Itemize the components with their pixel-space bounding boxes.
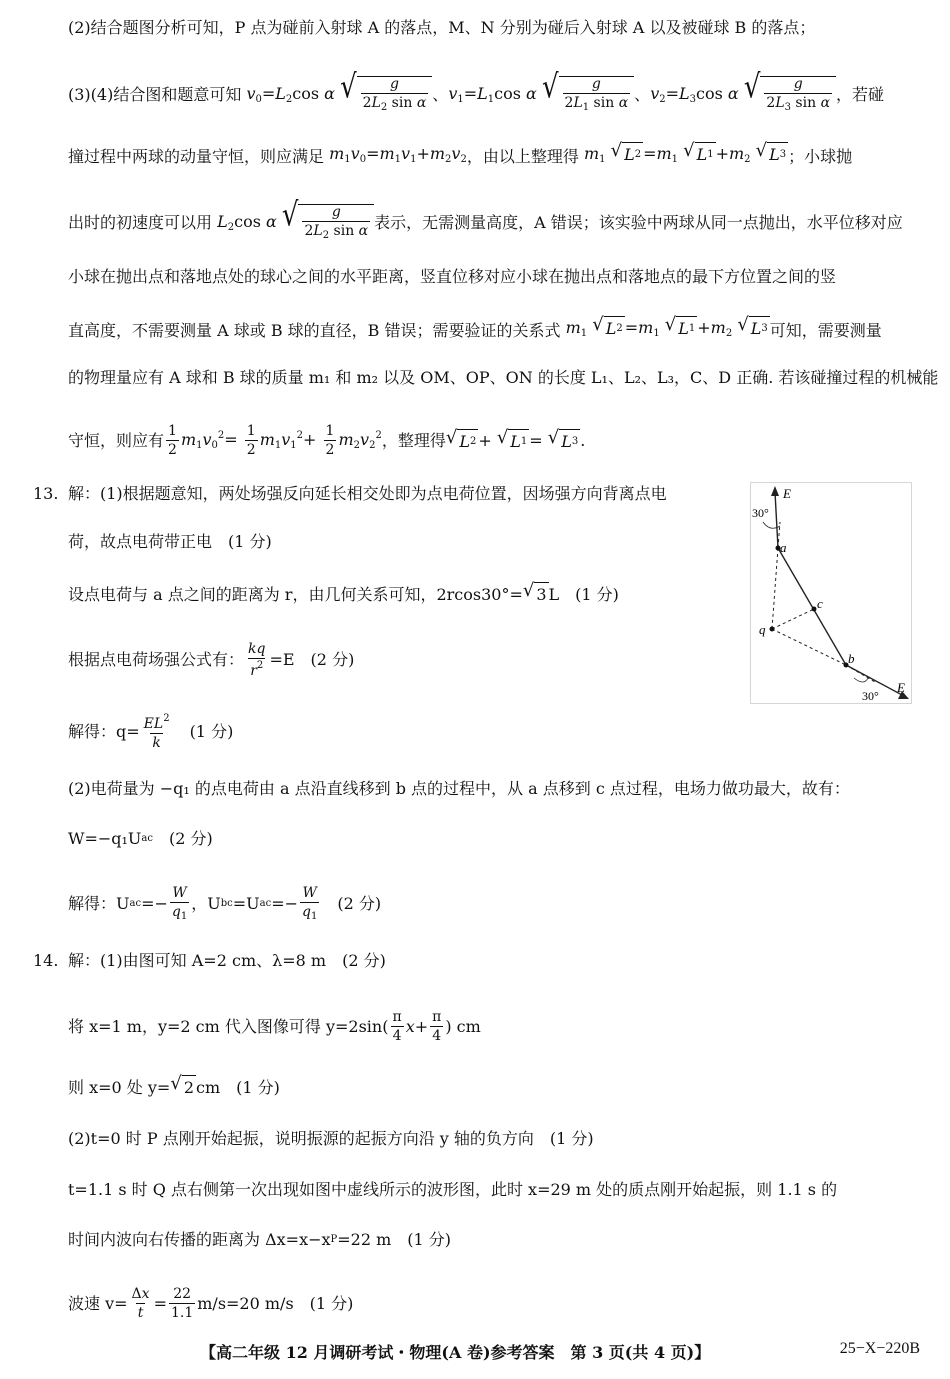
label-a: a [780,540,787,555]
q13-line4: 根据点电荷场强公式有： $\frac{kq}{r^2}$ =E (2 分) [68,641,355,679]
q13-line5: 解得：q= $\frac{EL^2}{k}$ (1 分) [68,713,234,751]
q13-line3: 设点电荷与 a 点之间的距离为 r，由几何关系可知，2rcos30°= √ 3 L (1 分) [68,582,619,607]
q13-line2: 荷，故点电荷带正电 (1 分) [68,532,272,551]
angle-arc-bottom [854,678,868,682]
formula-relation-2: $m_1$ √ L 2 $=m_1$ √ L 1 $+m_2$ √ L 3 [565,314,768,339]
formula-v1: $v_1=L_1\cos$ α √ $\frac{g}{2L_1 \sin \alpha}$ [448,76,634,113]
q14-line4: (2)t=0 时 P 点刚开始起振，说明振源的起振方向沿 y 轴的负方向 (1 分) [68,1129,594,1148]
formula-relation: $m_1$ √ L 2 $=m_1$ √ L 1 $+m_2$ √ L 3 [583,140,787,165]
label-angle-top: 30° [752,506,769,520]
para-p3-line6: 的物理量应有 A 球和 B 球的质量 m₁ 和 m₂ 以及 OM、OP、ON 的长度 L₁、L₂、L₃，C、D 正确. 若该碰撞过程的机械能 [68,368,939,387]
formula-energy: $\frac{1}{2}$ $m_1v_0^2=$ $\frac{1}{2}$ $m_1v_1^2+$ $\frac{1}{2}$ $m_2v_2^2$ [168,423,382,458]
sqrt2: √ 2 [170,1075,196,1100]
q14-line3: 则 x=0 处 y= √ 2 cm (1 分) [68,1075,280,1100]
para-p3-line4: 小球在抛出点和落地点处的球心之间的水平距离，竖直位移对应小球在抛出点和落地点的最下方位置之间的竖 [68,267,837,286]
para-p3-line2: 撞过程中两球的动量守恒，则应满足 $m_1v_0=m_1v_1+m_2v_2$ ，由以上整理得 $m_1$ √ L 2 $=m_1$ √ L 1 $+m_2$ √ L 3 ；小球抛 [68,142,852,172]
line-ab [778,548,846,665]
formula-v2: $v_2=L_3\cos$ α √ $\frac{g}{2L_3 \sin \alpha}$ [650,76,836,113]
footer-code: 25−X−220B [839,1340,920,1357]
formula-v0: $v_0=L_2\cos$ α √ $\frac{g}{2L_2 \sin \alpha}$ [241,76,432,113]
q13-line6: (2)电荷量为 −q₁ 的点电荷由 a 点沿直线移到 b 点的过程中，从 a 点移到 c 点过程，电场力做功最大，故有： [68,779,850,798]
label-q: q [759,622,766,637]
dash-qc [772,609,814,629]
formula-W-q1-a: $\frac{W}{q_1}$ [171,885,188,922]
label-b: b [848,651,855,666]
para-p3-line3: 出时的初速度可以用 $L_2\cos$ α √ $\frac{g}{2L_2 \sin \alpha}$ 表示，无需测量高度，A 错误；该实验中两球从同一点抛出，水平位移对应 [68,196,903,241]
arrow-top [771,486,779,496]
q14-line6: 时间内波向右传播的距离为 Δx=x−x P =22 m (1 分) [68,1230,452,1249]
page-footer [200,1340,920,1363]
point-c [812,607,817,612]
p2-text: (2)结合题图分析可知，P 点为碰前入射球 A 的落点，M、N 分别为碰后入射球 A 以及被碰球 B 的落点； [68,18,816,37]
formula-q: $\frac{EL^2}{k}$ [143,713,170,751]
label-c: c [817,596,823,611]
q13-field-diagram [750,482,912,704]
q14-line2: 将 x=1 m，y=2 cm 代入图像可得 y=2sin( $\frac{\pi}{4}$ x + $\frac{\pi}{4}$ ) cm [68,1009,481,1044]
point-q [770,627,775,632]
q13-line1: 13. 解：(1)根据题意知，两处场强反向延长相交处即为点电荷位置，因场强方向背离点电 [33,482,667,506]
para-p3-line5: 直高度，不需要测量 A 球或 B 球的直径，B 错误；需要验证的关系式 $m_1$ √ L 2 $=m_1$ √ L 1 $+m_2$ √ L 3 可知，需要测量 [68,316,882,346]
q14-line7: 波速 v= $\frac{\Delta x}{t}$ = $\frac{22}{1.1}$ m/s=20 m/s (1 分) [68,1286,354,1321]
q13-line8: 解得：U ac =− $\frac{W}{q_1}$ ，U bc =U ac =− $\frac{W}{q_1}$ (2 分) [68,885,382,922]
q14-line1: 14. 解：(1)由图可知 A=2 cm、λ=8 m (2 分) [33,949,386,973]
label-E-bottom: E [897,680,905,695]
formula-energy-result: √ L 2 + √ L 1 = √ L 3 [446,429,580,454]
para-p3-line7: 守恒，则应有 $\frac{1}{2}$ $m_1v_0^2=$ $\frac{1}{2}$ $m_1v_1^2+$ $\frac{1}{2}$ $m_2v_2^2$ ，整理得 √ L 2 + √ L 1 = √ L 3 . [68,423,586,458]
footer-title: 【高二年级 12 月调研考试・物理(A 卷)参考答案 第 3 页(共 4 页)】 [200,1343,711,1362]
q13-number: 13. [33,484,59,503]
label-E-top: E [783,486,791,501]
para-p3-line1: (3)(4)结合图和题意可知 $v_0=L_2\cos$ α √ $\frac{g}{2L_2 \sin \alpha}$ 、 $v_1=L_1\cos$ α √ $\frac{g}{2L_1 \sin \alpha}$ 、 $v_2=L_3\cos$ α √ $\frac{g}{2L_3 \sin \alpha}$ ，若碰 [68,68,885,113]
q13-line7: W=−q₁U ac (2 分) [68,829,213,848]
label-angle-bottom: 30° [862,689,879,703]
figure-border [751,483,912,704]
formula-W-q1-b: $\frac{W}{q_1}$ [302,885,318,922]
para-p2 [68,16,815,40]
q14-line5: t=1.1 s 时 Q 点右侧第一次出现如图中虚线所示的波形图，此时 x=29 m 处的质点刚开始起振，则 1.1 s 的 [68,1180,838,1199]
field-line-top [775,492,778,548]
formula-kq-r2: $\frac{kq}{r^2}$ [248,641,266,679]
sqrt3: √ 3 [523,582,549,607]
dash-aq [772,548,778,629]
formula-initial-velocity: $L_2\cos$ α √ $\frac{g}{2L_2 \sin \alpha}$ [212,204,374,241]
q14-number: 14. [33,951,59,970]
formula-momentum: $m_1v_0=m_1v_1+m_2v_2$ [329,144,467,165]
